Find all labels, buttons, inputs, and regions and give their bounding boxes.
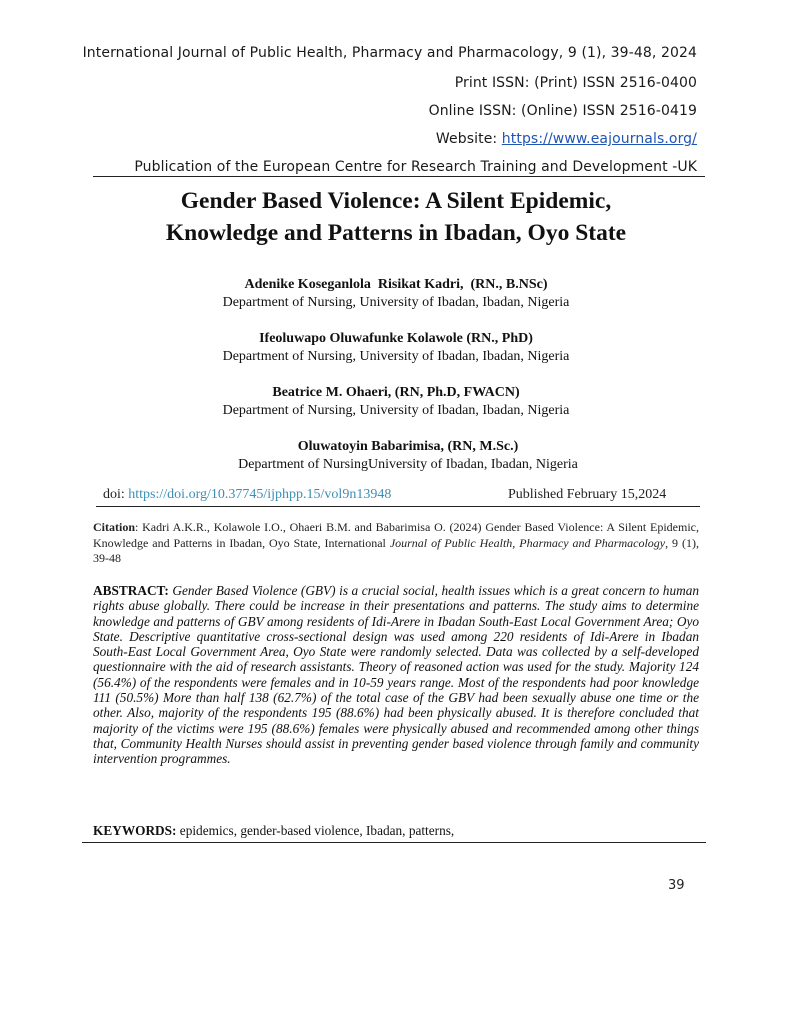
website-line [436,131,697,147]
doi-divider [96,506,700,507]
author-block-4 [92,438,724,474]
author-block-2 [80,330,712,366]
citation-block [93,520,699,567]
website-link[interactable]: https://www.eajournals.org/ [501,131,697,147]
abstract-label: ABSTRACT: [93,583,173,598]
author-affiliation: Department of Nursing, University of Ibadan, Ibadan, Nigeria [222,349,570,364]
citation-journal: Journal of Public Health, Pharmacy and Pharmacology [389,535,666,550]
citation-label: Citation [93,520,135,534]
author-affiliation: Department of Nursing, University of Ibadan, Ibadan, Nigeria [222,295,570,310]
citation-tail: , 9 (1), 39-48 [93,535,699,565]
abstract-block [93,583,699,767]
author-name: Oluwatoyin Babarimisa, (RN, M.Sc.) [297,439,519,454]
print-issn: Print ISSN: (Print) ISSN 2516-0400 [454,75,697,91]
keywords-divider [82,842,706,843]
published-date: Published February 15,2024 [508,487,667,502]
author-name: Adenike Koseganlola Risikat Kadri, (RN., B.NSc) [244,277,548,292]
keywords-text: epidemics, gender-based violence, Ibadan, patterns, [176,823,455,838]
paper-title [80,185,712,249]
page-number: 39 [668,878,685,893]
publisher-line: Publication of the European Centre for Research Training and Development -UK [134,159,697,175]
doi-line [103,487,391,503]
keywords-line [93,823,454,839]
author-block-1 [80,276,712,312]
title-line-2: Knowledge and Patterns in Ibadan, Oyo State [165,220,627,246]
doi-link[interactable]: https://doi.org/10.37745/ijphpp.15/vol9n13948 [128,487,392,502]
doi-label: doi: [103,487,129,502]
online-issn: Online ISSN: (Online) ISSN 2516-0419 [428,103,697,119]
website-label: Website: [435,131,502,147]
journal-citation-line: International Journal of Public Health, Pharmacy and Pharmacology, 9 (1), 39-48, 2024 [82,45,697,61]
author-name: Ifeoluwapo Oluwafunke Kolawole (RN., PhD) [259,331,533,346]
author-block-3 [80,384,712,420]
author-affiliation: Department of NursingUniversity of Ibadan, Ibadan, Nigeria [238,457,578,472]
author-name: Beatrice M. Ohaeri, (RN, Ph.D, FWACN) [272,385,520,400]
abstract-text: Gender Based Violence (GBV) is a crucial social, health issues which is a great concern to human rights abuse globally. There could be increase in their presentations and patterns. The study aims to determine knowledge and patterns of GBV among residents of Idi-Arere in Ibadan South-East Local Government Area; Oyo State. Descriptive quantitative cross-sectional design was used among 220 residents of Idi-Arere in Ibadan South-East Local Government Area, Oyo State were randomly selected. Data was collected by a self-developed questionnaire with the aid of research assistants. Theory of reasoned action was used for the study. Majority 124 (56.4%) of the respondents were females and in 10-59 years range. Most of the respondents had poor knowledge 111 (50.5%) More than half 138 (62.7%) of the total case of the GBV had been sexually abuse one time or the other. Also, majority of the respondents 195 (88.6%) had been physically abused. It is therefore concluded that majority of the victims were 195 (88.6%) females were physically abused and recommended among other things that, Community Health Nurses should assist in preventing gender based violence through family and community intervention programmes. [93,583,699,767]
citation-text: : Kadri A.K.R., Kolawole I.O., Ohaeri B.M. and Babarimisa O. (2024) Gender Based Violence: A Silent Epidemic, Knowledge and Patterns in Ibadan, Oyo State, International [93,520,699,550]
keywords-label: KEYWORDS: [93,823,177,838]
title-line-1: Gender Based Violence: A Silent Epidemic, [180,188,612,214]
header-divider [93,176,705,177]
author-affiliation: Department of Nursing, University of Ibadan, Ibadan, Nigeria [222,403,570,418]
